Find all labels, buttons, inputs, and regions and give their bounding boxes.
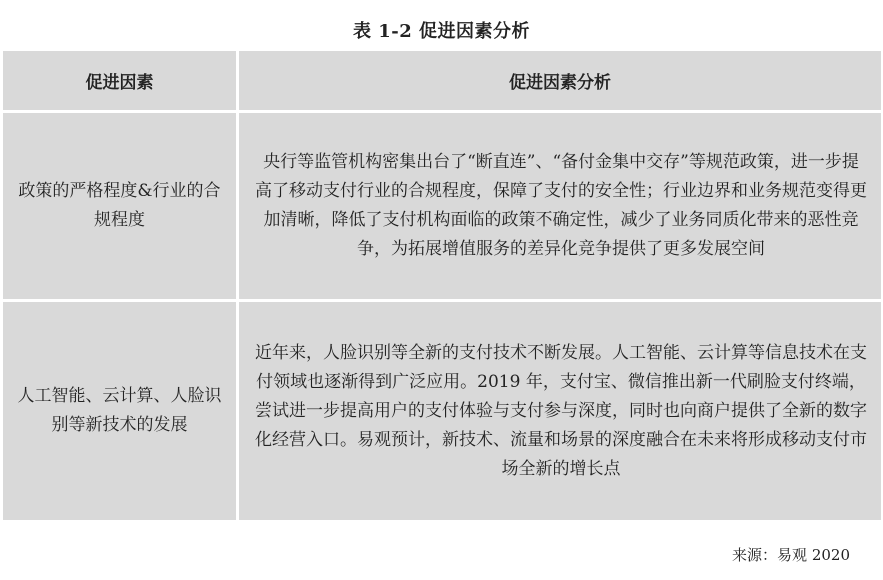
table-row <box>3 112 881 301</box>
factor-cell: 政策的严格程度&行业的合规程度 <box>3 112 238 301</box>
header-factor: 促进因素 <box>3 51 238 112</box>
promotion-factors-table <box>3 51 881 520</box>
header-analysis: 促进因素分析 <box>238 51 882 112</box>
factor-cell: 人工智能、云计算、人脸识别等新技术的发展 <box>3 301 238 521</box>
source-note: 来源：易观 2020 <box>732 546 850 564</box>
table-header-row <box>3 51 881 112</box>
table-caption: 表 1-2 促进因素分析 <box>352 21 531 42</box>
analysis-cell: 央行等监管机构密集出台了“断直连”、“备付金集中交存”等规范政策，进一步提高了移动支付行业的合规程度，保障了支付的安全性；行业边界和业务规范变得更加清晰，降低了支付机构面临的政策不确定性，减少了业务同质化带来的恶性竞争，为拓展增值服务的差异化竞争提供了更多发展空间 <box>238 112 882 301</box>
analysis-cell: 近年来，人脸识别等全新的支付技术不断发展。人工智能、云计算等信息技术在支付领域也逐渐得到广泛应用。2019 年，支付宝、微信推出新一代刷脸支付终端，尝试进一步提高用户的支付体验与支付参与深度，同时也向商户提供了全新的数字化经营入口。易观预计，新技术、流量和场景的深度融合在未来将形成移动支付市场全新的增长点 <box>238 301 882 521</box>
table-row <box>3 301 881 521</box>
